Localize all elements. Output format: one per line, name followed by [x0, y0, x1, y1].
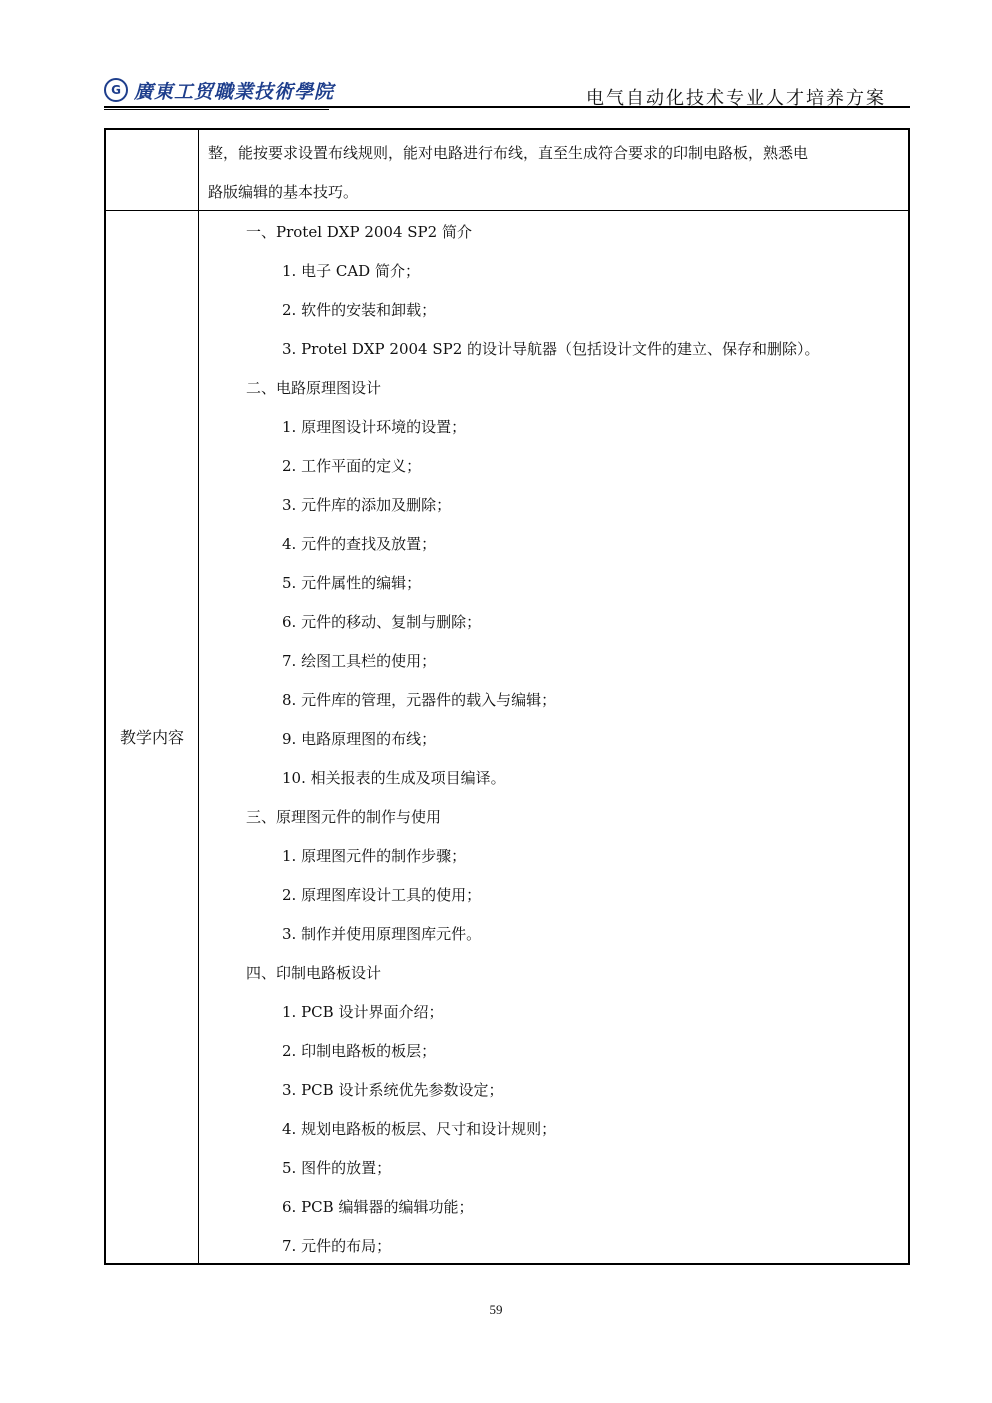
section-heading: 二、电路原理图设计: [246, 379, 382, 397]
school-name: 廣東工贸職業技術學院: [134, 80, 335, 103]
list-item: 7. 元件的布局；: [282, 1237, 392, 1255]
list-item: 4. 规划电路板的板层、尺寸和设计规则；: [282, 1120, 557, 1138]
list-item: 4. 元件的查找及放置；: [282, 535, 437, 553]
list-item: 3. Protel DXP 2004 SP2 的设计导航器（包括设计文件的建立、保存和删除）。: [282, 340, 820, 358]
document-title: 电气自动化技术专业人才培养方案: [586, 88, 886, 109]
section-heading: 三、原理图元件的制作与使用: [246, 808, 442, 826]
list-item: 2. 工作平面的定义；: [282, 457, 422, 475]
list-item: 3. PCB 设计系统优先参数设定；: [282, 1081, 504, 1099]
list-item: 2. 软件的安装和卸载；: [282, 301, 437, 319]
list-item: 7. 绘图工具栏的使用；: [282, 652, 437, 670]
school-emblem-icon: G: [104, 78, 128, 102]
list-item: 10. 相关报表的生成及项目编译。: [282, 769, 506, 787]
header-rule: [104, 106, 910, 108]
continuation-text: [208, 134, 900, 212]
list-item: 3. 制作并使用原理图库元件。: [282, 925, 482, 943]
row-label: 教学内容: [119, 728, 184, 747]
continuation-line: 整，能按要求设置布线规则，能对电路进行布线，直至生成符合要求的印制电路板，熟悉电: [208, 144, 809, 162]
list-item: 2. 原理图库设计工具的使用；: [282, 886, 482, 904]
list-item: 1. 电子 CAD 简介；: [282, 262, 420, 280]
page-number: 59: [489, 1302, 503, 1317]
list-item: 1. PCB 设计界面介绍；: [282, 1003, 444, 1021]
list-item: 6. PCB 编辑器的编辑功能；: [282, 1198, 474, 1216]
section-heading: 四、印制电路板设计: [246, 964, 382, 982]
list-item: 1. 原理图设计环境的设置；: [282, 418, 467, 436]
list-item: 9. 电路原理图的布线；: [282, 730, 437, 748]
list-item: 5. 图件的放置；: [282, 1159, 392, 1177]
content-table: [104, 128, 910, 1265]
content-lines: [106, 213, 908, 1266]
list-item: 3. 元件库的添加及删除；: [282, 496, 452, 514]
page-header: [104, 70, 910, 109]
school-logo: [104, 76, 334, 104]
list-item: 5. 元件属性的编辑；: [282, 574, 422, 592]
section-heading: 一、Protel DXP 2004 SP2 简介: [246, 223, 472, 241]
continuation-line: 路版编辑的基本技巧。: [208, 183, 359, 201]
header-rule-accent: [104, 109, 329, 110]
list-item: 8. 元件库的管理，元器件的载入与编辑；: [282, 691, 557, 709]
list-item: 2. 印制电路板的板层；: [282, 1042, 437, 1060]
list-item: 1. 原理图元件的制作步骤；: [282, 847, 467, 865]
list-item: 6. 元件的移动、复制与删除；: [282, 613, 482, 631]
